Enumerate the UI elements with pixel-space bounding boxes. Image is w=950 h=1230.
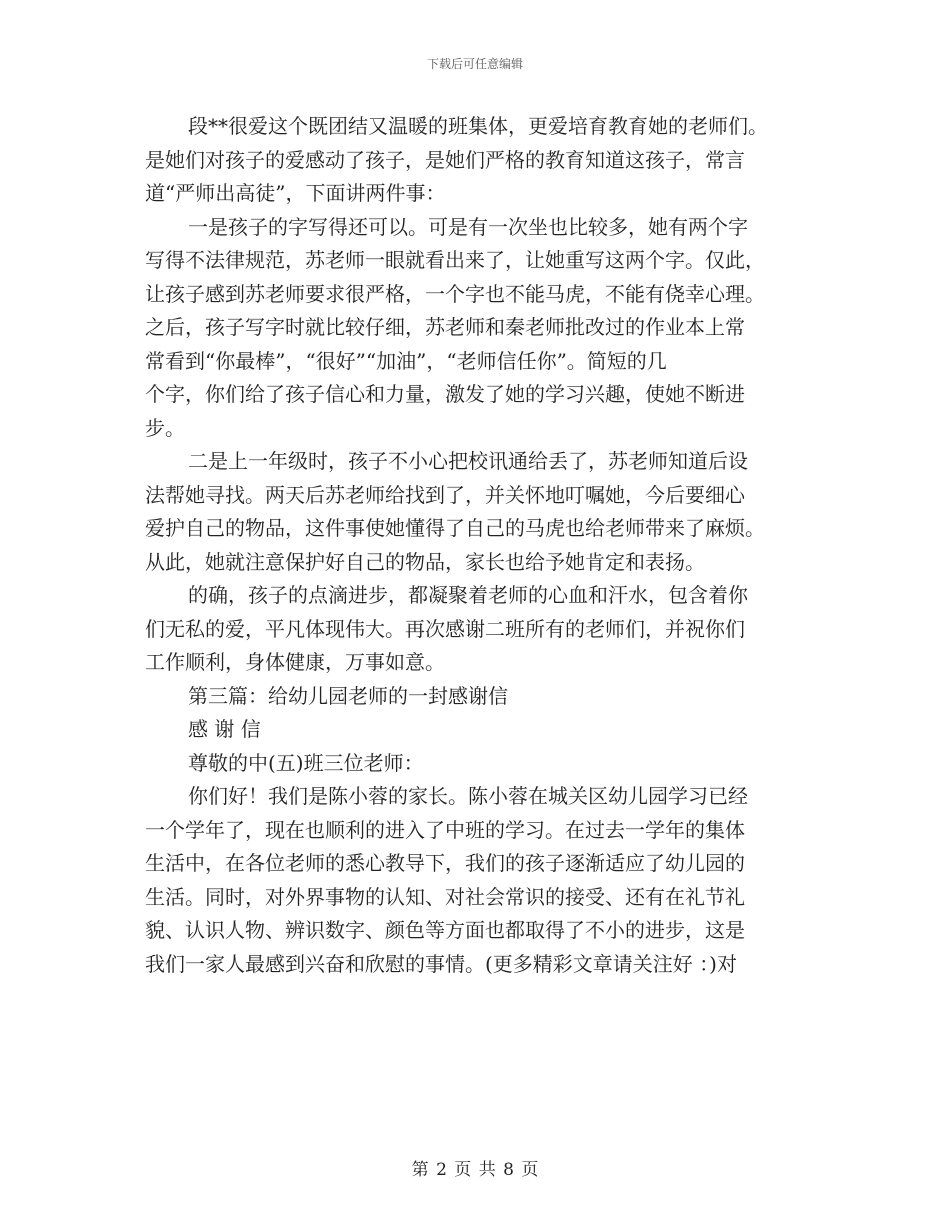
page-header: 下载后可任意编辑 xyxy=(426,57,523,71)
text-line: 从此，她就注意保护好自己的物品，家长也给予她肯定和表扬。 xyxy=(145,549,705,574)
text-line: 第三篇：给幼儿园老师的一封感谢信 xyxy=(188,683,508,708)
text-line: 生活。同时，对外界事物的认知、对社会常识的接受、还有在礼节礼 xyxy=(145,884,745,909)
document-body xyxy=(145,110,810,981)
text-line: 的确，孩子的点滴进步，都凝聚着老师的心血和汗水，包含着你 xyxy=(188,583,748,607)
text-line: 常看到“你最棒”，“很好”“加油”，“老师信任你”。简短的几 xyxy=(145,348,667,373)
text-line: 生活中，在各位老师的悉心教导下，我们的孩子逐渐适应了幼儿园的 xyxy=(145,851,745,875)
text-line: 二是上一年级时，孩子不小心把校讯通给丢了，苏老师知道后设 xyxy=(188,449,748,473)
text-line: 貌、认识人物、辨识数字、颜色等方面也都取得了不小的进步，这是 xyxy=(145,918,745,942)
text-line: 感 谢 信 xyxy=(188,717,261,741)
text-line: 一是孩子的字写得还可以。可是有一次坐也比较多，她有两个字 xyxy=(188,214,748,239)
text-line: 们无私的爱，平凡体现伟大。再次感谢二班所有的老师们，并祝你们 xyxy=(145,616,745,641)
page-footer: 第 2 页 共 8 页 xyxy=(411,1160,539,1180)
text-line: 工作顺利，身体健康，万事如意。 xyxy=(145,650,445,674)
text-line: 让孩子感到苏老师要求很严格，一个字也不能马虎，不能有侥幸心理。 xyxy=(145,281,765,306)
text-line: 写得不法律规范，苏老师一眼就看出来了，让她重写这两个字。仅此， xyxy=(145,248,765,272)
text-line: 法帮她寻找。两天后苏老师给找到了，并关怀地叮嘱她，今后要细心 xyxy=(145,482,745,507)
text-line: 步。 xyxy=(145,415,185,440)
text-line: 之后，孩子写字时就比较仔细，苏老师和秦老师批改过的作业本上常 xyxy=(145,315,745,339)
text-line: 尊敬的中(五)班三位老师： xyxy=(188,750,424,775)
text-line: 段**很爱这个既团结又温暖的班集体，更爱培育教育她的老师们。 xyxy=(188,114,768,138)
text-line: 是她们对孩子的爱感动了孩子，是她们严格的教育知道这孩子，常言 xyxy=(145,147,745,172)
text-line: 爱护自己的物品，这件事使她懂得了自己的马虎也给老师带来了麻烦。 xyxy=(145,516,765,540)
text-line: 个字，你们给了孩子信心和力量，激发了她的学习兴趣，使她不断进 xyxy=(145,382,745,406)
text-line: 一个学年了，现在也顺利的进入了中班的学习。在过去一学年的集体 xyxy=(145,817,745,842)
text-line: 我们一家人最感到兴奋和欣慰的事情。(更多精彩文章请关注好 ：)对 xyxy=(145,951,737,976)
text-line: 你们好！我们是陈小蓉的家长。陈小蓉在城关区幼儿园学习已经 xyxy=(188,784,748,808)
text-line: 道“严师出高徒”，下面讲两件事： xyxy=(145,181,446,205)
